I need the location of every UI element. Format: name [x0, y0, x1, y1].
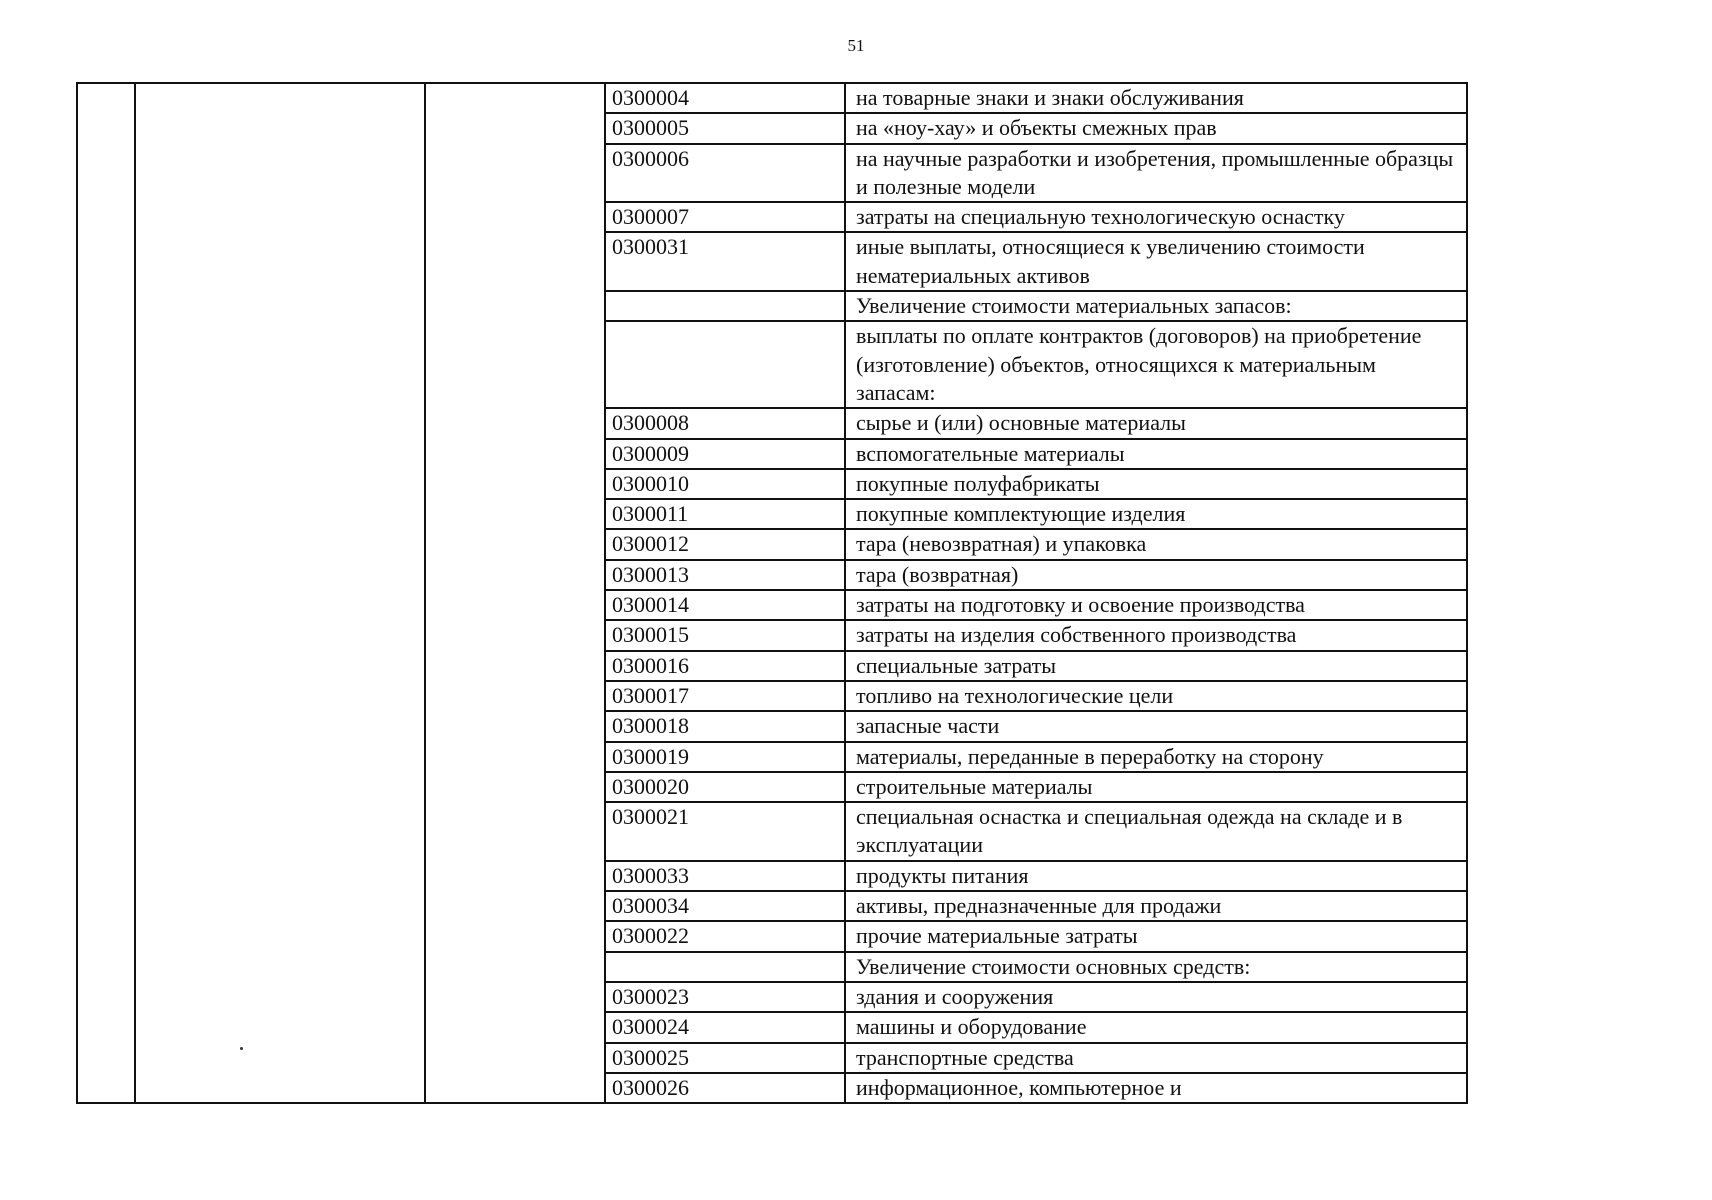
table-row: [77, 83, 1467, 113]
code-cell: 0300033: [605, 861, 845, 891]
code-cell: 0300015: [605, 620, 845, 650]
description-cell: специальные затраты: [845, 651, 1467, 681]
code-cell: 0300020: [605, 772, 845, 802]
description-cell: информационное, компьютерное и: [845, 1073, 1467, 1103]
blank-col-3: [425, 83, 605, 1103]
blank-col-1: [77, 83, 135, 1103]
code-cell: 0300026: [605, 1073, 845, 1103]
description-cell: затраты на специальную технологическую оснастку: [845, 202, 1467, 232]
description-cell: тара (возвратная): [845, 560, 1467, 590]
code-cell: 0300034: [605, 891, 845, 921]
description-cell: машины и оборудование: [845, 1012, 1467, 1042]
code-cell: 0300018: [605, 711, 845, 741]
code-cell: 0300013: [605, 560, 845, 590]
description-cell: специальная оснастка и специальная одежда на складе и в эксплуатации: [845, 802, 1467, 861]
code-cell: 0300007: [605, 202, 845, 232]
scan-speck: [240, 1047, 243, 1050]
code-cell: 0300021: [605, 802, 845, 861]
code-cell: 0300006: [605, 144, 845, 203]
code-cell: 0300008: [605, 408, 845, 438]
description-cell: продукты питания: [845, 861, 1467, 891]
code-cell: 0300010: [605, 469, 845, 499]
code-cell: [605, 291, 845, 321]
code-cell: 0300017: [605, 681, 845, 711]
code-table: [76, 82, 1468, 1104]
code-cell: 0300004: [605, 83, 845, 113]
description-cell: материалы, переданные в переработку на сторону: [845, 742, 1467, 772]
code-cell: 0300011: [605, 499, 845, 529]
description-cell: вспомогательные материалы: [845, 439, 1467, 469]
description-cell: затраты на изделия собственного производства: [845, 620, 1467, 650]
description-cell: сырье и (или) основные материалы: [845, 408, 1467, 438]
code-cell: 0300005: [605, 113, 845, 143]
description-cell: тара (невозвратная) и упаковка: [845, 529, 1467, 559]
description-cell: иные выплаты, относящиеся к увеличению стоимости нематериальных активов: [845, 232, 1467, 291]
code-cell: 0300019: [605, 742, 845, 772]
description-cell: прочие материальные затраты: [845, 921, 1467, 951]
description-cell: топливо на технологические цели: [845, 681, 1467, 711]
page-number: 51: [847, 36, 865, 55]
description-cell: выплаты по оплате контрактов (договоров) на приобретение (изготовление) объектов, относящихся к материальным запасам:: [845, 321, 1467, 408]
document-table-wrapper: [76, 82, 1468, 1104]
blank-col-2: [135, 83, 425, 1103]
description-cell: на научные разработки и изобретения, промышленные образцы и полезные модели: [845, 144, 1467, 203]
code-cell: 0300024: [605, 1012, 845, 1042]
description-cell: Увеличение стоимости материальных запасов:: [845, 291, 1467, 321]
description-cell: здания и сооружения: [845, 982, 1467, 1012]
code-cell: 0300025: [605, 1043, 845, 1073]
code-cell: 0300031: [605, 232, 845, 291]
code-cell: 0300023: [605, 982, 845, 1012]
code-cell: 0300016: [605, 651, 845, 681]
description-cell: на «ноу-хау» и объекты смежных прав: [845, 113, 1467, 143]
description-cell: транспортные средства: [845, 1043, 1467, 1073]
description-cell: строительные материалы: [845, 772, 1467, 802]
description-cell: затраты на подготовку и освоение производства: [845, 590, 1467, 620]
table-body: [77, 83, 1467, 1103]
code-cell: 0300009: [605, 439, 845, 469]
description-cell: запасные части: [845, 711, 1467, 741]
code-cell: [605, 952, 845, 982]
description-cell: Увеличение стоимости основных средств:: [845, 952, 1467, 982]
description-cell: покупные комплектующие изделия: [845, 499, 1467, 529]
description-cell: на товарные знаки и знаки обслуживания: [845, 83, 1467, 113]
description-cell: активы, предназначенные для продажи: [845, 891, 1467, 921]
description-cell: покупные полуфабрикаты: [845, 469, 1467, 499]
code-cell: 0300022: [605, 921, 845, 951]
code-cell: [605, 321, 845, 408]
code-cell: 0300012: [605, 529, 845, 559]
code-cell: 0300014: [605, 590, 845, 620]
